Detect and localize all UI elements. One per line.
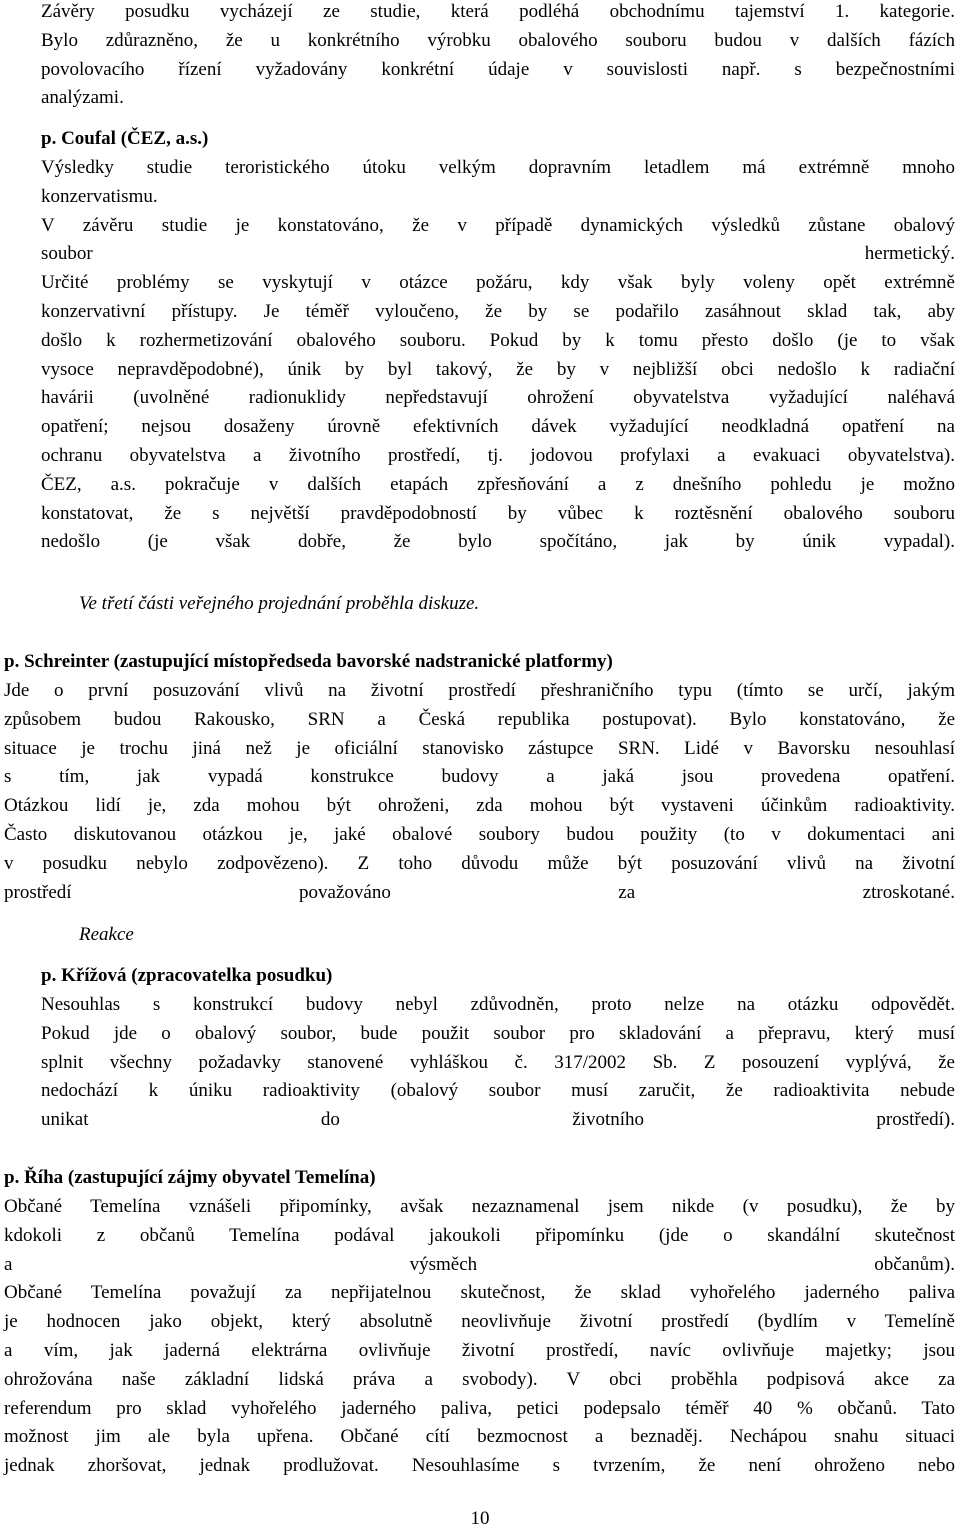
text-line: nedošlo (je však dobře, že bylo spočítáno, jak by únik vypadal). [41, 531, 955, 553]
text-line: unikat do životního prostředí). [41, 1109, 955, 1131]
text-line: havárii (uvolněné radionuklidy nepředstavují ohrožení obyvatelstva vyžadující naléhavá [41, 387, 955, 409]
text-line: konzervatismu. [41, 185, 158, 207]
text-line: splnit všechny požadavky stanovené vyhláškou č. 317/2002 Sb. Z posouzení vyplývá, že [41, 1051, 955, 1073]
text-line: Jde o první posuzování vlivů na životní prostředí přeshraničního typu (tímto se určí, jakým [4, 680, 955, 701]
text-line: referendum pro sklad vyhořelého jaderného paliva, petici podepsalo téměř 40 % občanů. Tato [4, 1397, 955, 1419]
text-line: došlo k rozhermetizování obalového souboru. Pokud by k tomu přesto došlo (je to však [41, 329, 955, 351]
text-line: ČEZ, a.s. pokračuje v dalších etapách zpřesňování a z dnešního pohledu je možno [41, 473, 955, 495]
text-line: Určité problémy se vyskytují v otázce požáru, kdy však byly voleny opět extrémně [41, 272, 955, 294]
text-line: Občané Temelína považují za nepřijatelnou skutečnost, že sklad vyhořelého jaderného paliva [4, 1282, 955, 1304]
text-line: způsobem budou Rakousko, SRN a Česká republika postupovat). Bylo konstatováno, že [4, 708, 955, 730]
text-line: možnost jim ale byla upřena. Občané cítí bezmocnost a beznaděj. Nechápou snahu situaci [4, 1426, 955, 1448]
text-line: povolovacího řízení vyžadovány konkrétní údaje v souvislosti např. s bezpečnostními [41, 58, 955, 80]
riha-paragraph [4, 1193, 955, 1481]
text-line: Nesouhlas s konstrukcí budovy nebyl zdůvodněn, proto nelze na otázku odpovědět. [41, 994, 955, 1015]
text-line: prostředí považováno za ztroskotané. [4, 881, 955, 903]
page-number: 10 [470, 1508, 490, 1529]
discussion-note: Ve třetí části veřejného projednání proběhla diskuze. [79, 593, 480, 614]
schreinter-paragraph [4, 677, 955, 907]
text-line: ochranu obyvatelstva a životního prostředí, tj. jodovou profylaxi a evakuaci obyvatelstva). [41, 444, 955, 466]
krizova-heading: p. Křížová (zpracovatelka posudku) [41, 965, 333, 986]
text-line: Pokud jde o obalový soubor, bude použit soubor pro skladování a přepravu, který musí [41, 1022, 955, 1044]
text-line: vysoce nepravděpodobné), únik by byl takový, že by v nejbližší obci nedošlo k radiační [41, 358, 955, 380]
text-line: kdokoli z občanů Temelína podával jakoukoli připomínku (jde o skandální skutečnost [4, 1224, 955, 1246]
text-line: soubor hermetický. [41, 243, 955, 265]
text-line: a vím, jak jaderná elektrárna ovlivňuje životní prostředí, navíc ovlivňuje majetky; jsou [4, 1339, 955, 1361]
text-line: Občané Temelína vznášeli připomínky, avšak nezaznamenal jsem nikde (v posudku), že by [4, 1196, 955, 1217]
text-line: jednak zhoršovat, jednak prodlužovat. Nesouhlasíme s tvrzením, že není ohroženo nebo [4, 1455, 955, 1477]
text-line: v posudku nebylo zodpovězeno). Z toho důvodu může být posuzování vlivů na životní [4, 852, 955, 874]
riha-heading: p. Říha (zastupující zájmy obyvatel Temelína) [4, 1167, 376, 1188]
text-line: Často diskutovanou otázkou je, jaké obalové soubory budou použity (to v dokumentaci ani [4, 823, 955, 845]
krizova-paragraph [41, 991, 955, 1135]
coufal-paragraph [41, 154, 955, 557]
text-line: nedochází k úniku radioaktivity (obalový soubor musí zaručit, že radioaktivita nebude [41, 1080, 955, 1102]
text-line: V závěru studie je konstatováno, že v případě dynamických výsledků zůstane obalový [41, 214, 955, 236]
text-line: ohrožována naše základní lidská práva a svobody). V obci proběhla podpisová akce za [4, 1368, 955, 1390]
text-line: opatření; nejsou dosaženy úrovně efektivních dávek vyžadující neodkladná opatření na [41, 416, 955, 438]
text-line: Bylo zdůrazněno, že u konkrétního výrobku obalového souboru budou v dalších fázích [41, 29, 955, 51]
schreinter-heading: p. Schreinter (zastupující místopředseda bavorské nadstranické platformy) [4, 651, 613, 672]
text-line: konzervativní přístupy. Je téměř vyloučeno, že by se podařilo zasáhnout sklad tak, aby [41, 300, 955, 322]
text-line: Otázkou lidí je, zda mohou být ohroženi, zda mohou být vystaveni účinkům radioaktivity. [4, 795, 955, 817]
text-line: situace je trochu jiná než je oficiální stanovisko zástupce SRN. Lidé v Bavorsku nesouhlasí [4, 737, 955, 759]
text-line: konstatovat, že s největší pravděpodobností by vůbec k roztěsnění obalového souboru [41, 502, 955, 524]
coufal-heading: p. Coufal (ČEZ, a.s.) [41, 128, 209, 149]
text-line: Závěry posudku vycházejí ze studie, která podléhá obchodnímu tajemství 1. kategorie. [41, 1, 955, 22]
text-line: analýzami. [41, 87, 124, 109]
text-line: s tím, jak vypadá konstrukce budovy a jaká jsou provedena opatření. [4, 766, 955, 788]
reakce-label: Reakce [79, 924, 134, 945]
text-line: a výsměch občanům). [4, 1253, 955, 1275]
text-line: Výsledky studie teroristického útoku velkým dopravním letadlem má extrémně mnoho [41, 157, 955, 178]
text-line: je hodnocen jako objekt, který absolutně neovlivňuje životní prostředí (bydlím v Temelíně [4, 1311, 955, 1333]
intro-paragraph [41, 0, 955, 113]
